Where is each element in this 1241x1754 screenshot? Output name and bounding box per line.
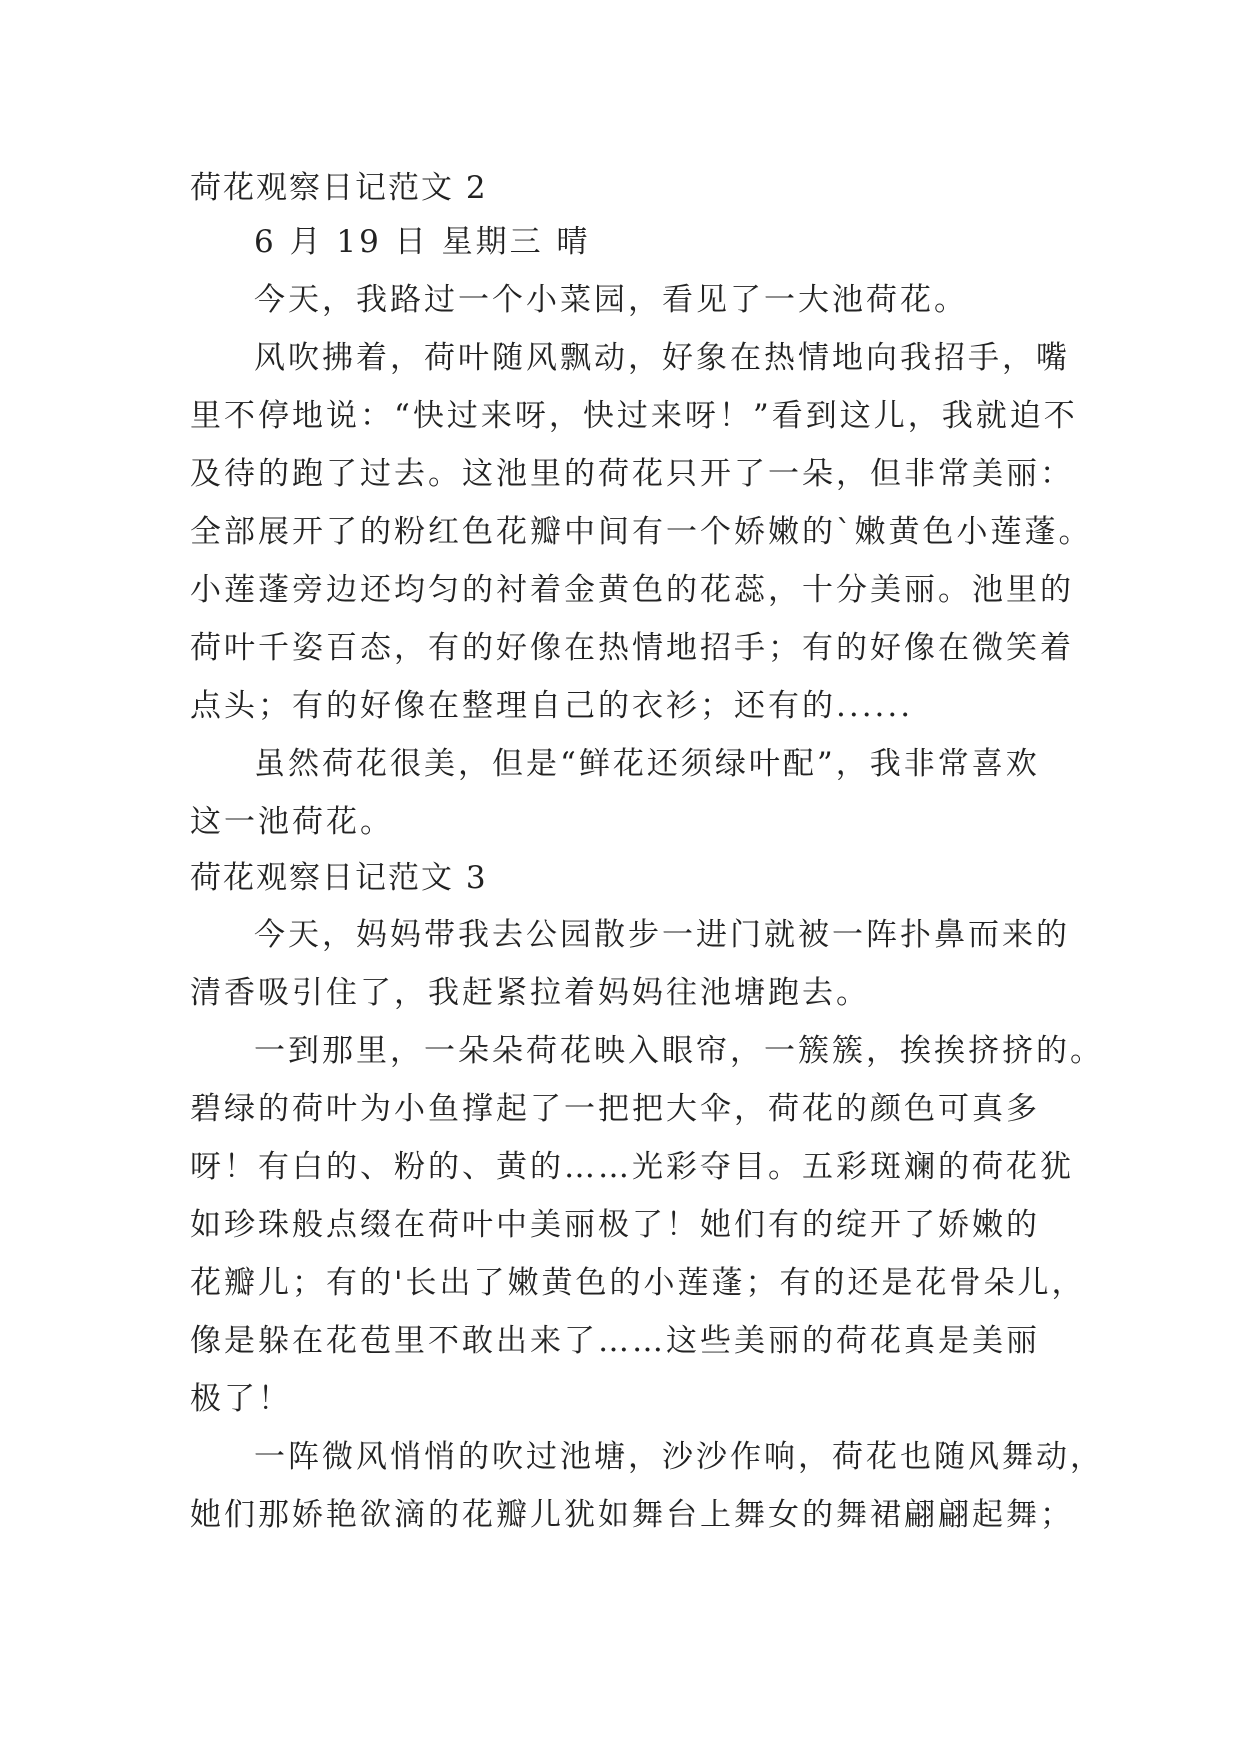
paragraph-line: 今天，妈妈带我去公园散步一进门就被一阵扑鼻而来的 [254,917,1070,953]
paragraph-line: 清香吸引住了，我赶紧拉着妈妈往池塘跑去。 [190,975,870,1011]
paragraph-line: 风吹拂着，荷叶随风飘动，好象在热情地向我招手，嘴 [254,340,1070,376]
paragraph-line: 全部展开了的粉红色花瓣中间有一个娇嫩的`嫩黄色小莲蓬。 [190,514,1093,550]
paragraph-line: 点头；有的好像在整理自己的衣衫；还有的...... [190,688,914,724]
paragraph-line: 她们那娇艳欲滴的花瓣儿犹如舞台上舞女的舞裙翩翩起舞； [190,1497,1074,1533]
paragraph-line: 极了！ [190,1381,292,1417]
paragraph-line: 小莲蓬旁边还均匀的衬着金黄色的花蕊，十分美丽。池里的 [190,572,1074,608]
paragraph-line: 里不停地说：“快过来呀，快过来呀！”看到这儿，我就迫不 [190,398,1078,434]
paragraph-line: 碧绿的荷叶为小鱼撑起了一把把大伞，荷花的颜色可真多 [190,1091,1040,1127]
paragraph-line: 荷叶千姿百态，有的好像在热情地招手；有的好像在微笑着 [190,630,1074,666]
paragraph-line: 花瓣儿；有的'长出了嫩黄色的小莲蓬；有的还是花骨朵儿， [190,1265,1086,1301]
section-heading: 荷花观察日记范文 2 [190,170,488,206]
paragraph-line: 及待的跑了过去。这池里的荷花只开了一朵，但非常美丽： [190,456,1074,492]
paragraph-line: 这一池荷花。 [190,804,394,840]
paragraph-line: 一到那里，一朵朵荷花映入眼帘，一簇簇，挨挨挤挤的。 [254,1033,1104,1069]
paragraph-line: 今天，我路过一个小菜园，看见了一大池荷花。 [254,282,968,318]
paragraph-line: 虽然荷花很美，但是“鲜花还须绿叶配”，我非常喜欢 [254,746,1040,782]
paragraph-line: 像是躲在花苞里不敢出来了……这些美丽的荷花真是美丽 [190,1323,1040,1359]
paragraph-line: 呀！有白的、粉的、黄的……光彩夺目。五彩斑斓的荷花犹 [190,1149,1074,1185]
paragraph-line: 一阵微风悄悄的吹过池塘，沙沙作响，荷花也随风舞动， [254,1439,1104,1475]
diary-date-line: 6 月 19 日 星期三 晴 [254,224,591,260]
paragraph-line: 如珍珠般点缀在荷叶中美丽极了！她们有的绽开了娇嫩的 [190,1207,1040,1243]
section-heading: 荷花观察日记范文 3 [190,860,488,896]
